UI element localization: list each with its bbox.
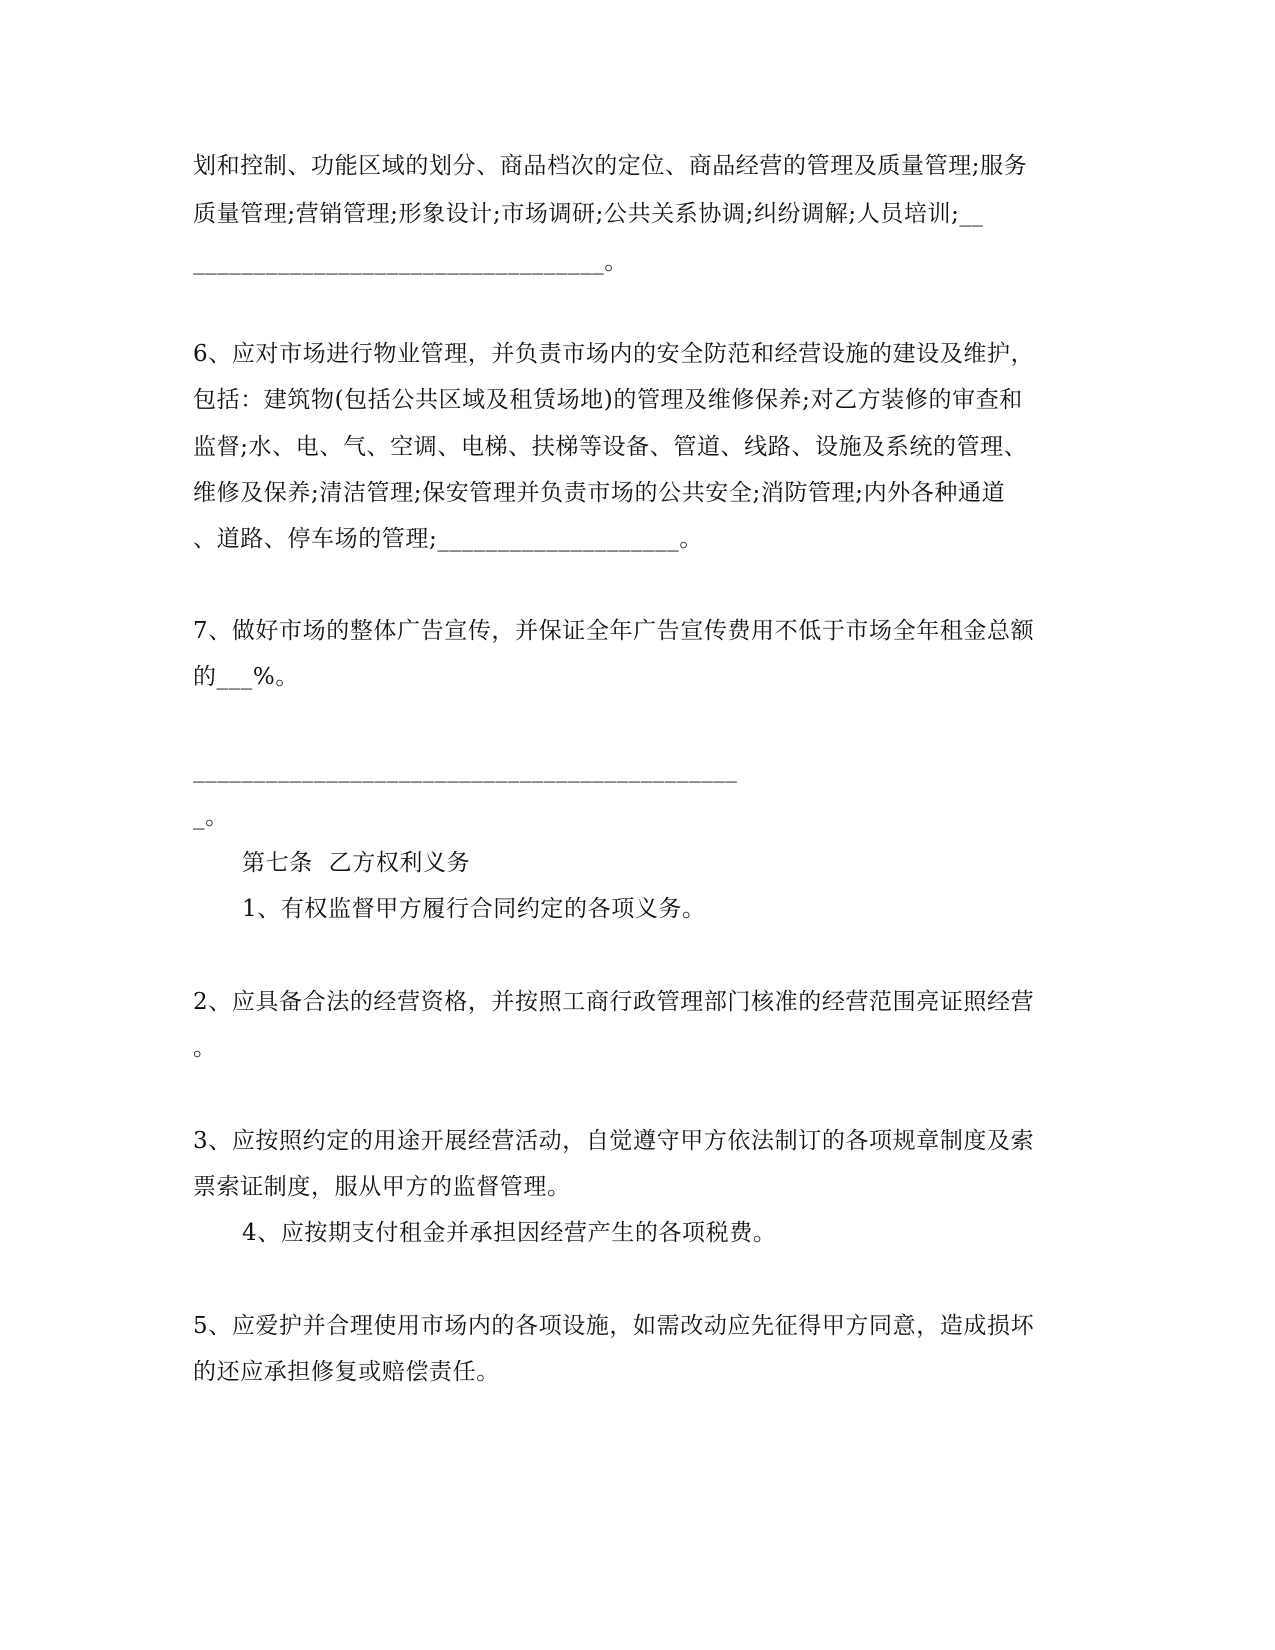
paragraph-line: 维修及保养;清洁管理;保安管理并负责市场的公共安全;消防管理;内外各种通道 xyxy=(193,480,1006,506)
paragraph-line: 、道路、停车场的管理;____________________。 xyxy=(193,526,703,552)
paragraph-line: 划和控制、功能区域的划分、商品档次的定位、商品经营的管理及质量管理;服务 xyxy=(193,153,1028,179)
clause-item: 5、应爱护并合理使用市场内的各项设施，如需改动应先征得甲方同意，造成损坏 xyxy=(193,1313,1035,1339)
clause-item: 3、应按照约定的用途开展经营活动，自觉遵守甲方依法制订的各项规章制度及索 xyxy=(193,1128,1035,1154)
clause-item: 2、应具备合法的经营资格，并按照工商行政管理部门核准的经营范围亮证照经营 xyxy=(193,989,1035,1015)
paragraph-line: 包括：建筑物(包括公共区域及租赁场地)的管理及维修保养;对乙方装修的审查和 xyxy=(193,387,1023,413)
clause-item-continued: 票索证制度，服从甲方的监督管理。 xyxy=(193,1174,571,1200)
paragraph-line: 的___%。 xyxy=(193,664,299,690)
clause-item: 4、应按期支付租金并承担因经营产生的各项税费。 xyxy=(242,1220,777,1246)
clause-item-continued: 。 xyxy=(193,1035,217,1061)
paragraph-line: 质量管理;营销管理;形象设计;市场调研;公共关系协调;纠纷调解;人员培训;__ xyxy=(193,201,984,227)
paragraph-line: __________________________________。 xyxy=(193,249,628,275)
clause-item-continued: 的还应承担修复或赔偿责任。 xyxy=(193,1359,500,1385)
paragraph-line: 6、应对市场进行物业管理，并负责市场内的安全防范和经营设施的建设及维护， xyxy=(193,341,1035,367)
article-heading: 第七条 乙方权利义务 xyxy=(242,850,471,876)
clause-item: 1、有权监督甲方履行合同约定的各项义务。 xyxy=(242,896,706,922)
paragraph-line: 7、做好市场的整体广告宣传，并保证全年广告宣传费用不低于市场全年租金总额 xyxy=(193,618,1035,644)
blank-fill-line: _____________________________________________ xyxy=(193,757,738,783)
paragraph-line: 监督;水、电、气、空调、电梯、扶梯等设备、管道、线路、设施及系统的管理、 xyxy=(193,434,1028,460)
blank-fill-line: _。 xyxy=(193,804,229,830)
